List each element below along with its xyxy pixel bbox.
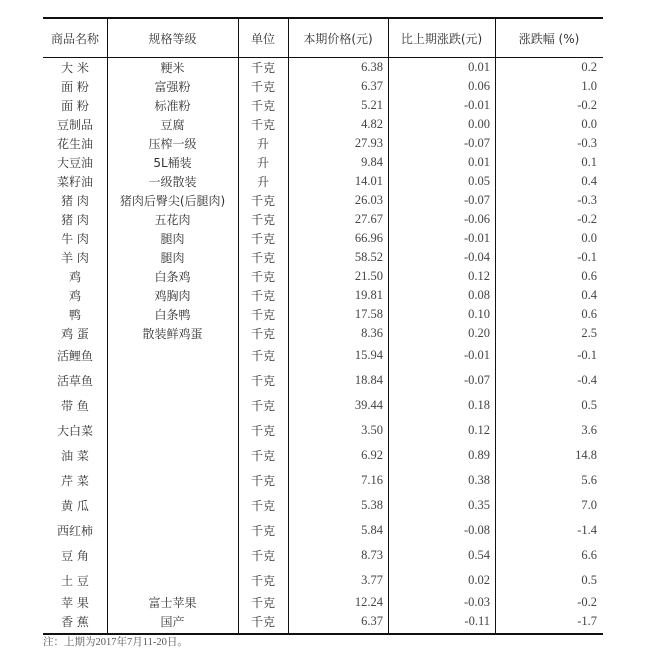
cell-change-pct: 5.6 <box>581 473 597 487</box>
cell-price-change: -0.01 <box>463 98 490 112</box>
table-row <box>43 191 603 210</box>
cell-price-change: -0.07 <box>463 193 490 207</box>
cell-change-pct: 0.2 <box>581 60 597 74</box>
cell-price-change: 0.01 <box>468 60 490 74</box>
cell-product-name: 猪 肉 <box>61 213 89 227</box>
cell-price-change: 0.12 <box>468 423 490 437</box>
cell-spec-grade <box>107 568 238 593</box>
cell-current-price: 6.37 <box>361 614 383 628</box>
cell-spec-grade <box>107 518 238 543</box>
cell-product-name: 牛 肉 <box>61 232 89 246</box>
cell-unit: 千克 <box>250 327 275 341</box>
cell-product-name: 大豆油 <box>56 156 93 170</box>
cell-price-change: 0.20 <box>468 326 490 340</box>
table-row <box>43 612 603 631</box>
cell-spec-grade: 一级散装 <box>148 175 197 189</box>
cell-product-name: 面 粉 <box>61 80 89 94</box>
column-divider <box>288 18 289 633</box>
table-row <box>43 568 603 593</box>
cell-current-price: 14.01 <box>354 174 383 188</box>
cell-price-change: 0.08 <box>468 288 490 302</box>
cell-change-pct: 0.4 <box>581 288 597 302</box>
cell-change-pct: -0.2 <box>577 212 597 226</box>
cell-unit: 千克 <box>250 289 275 303</box>
cell-change-pct: 6.6 <box>581 548 597 562</box>
cell-current-price: 21.50 <box>354 269 383 283</box>
cell-price-change: -0.07 <box>463 373 490 387</box>
cell-product-name: 活草鱼 <box>56 374 93 388</box>
cell-unit: 千克 <box>250 251 275 265</box>
cell-unit: 千克 <box>250 499 275 513</box>
cell-current-price: 5.21 <box>361 98 383 112</box>
table-row <box>43 229 603 248</box>
cell-current-price: 58.52 <box>354 250 383 264</box>
cell-current-price: 7.16 <box>361 473 383 487</box>
cell-change-pct: -1.7 <box>577 614 597 628</box>
cell-spec-grade: 标准粉 <box>154 99 191 113</box>
cell-price-change: -0.06 <box>463 212 490 226</box>
cell-unit: 升 <box>256 175 269 189</box>
footnote: 注：上期为2017年7月11-20日。 <box>43 637 188 648</box>
table-row <box>43 418 603 443</box>
cell-current-price: 18.84 <box>354 373 383 387</box>
cell-product-name: 苹 果 <box>61 596 89 610</box>
cell-price-change: -0.01 <box>463 348 490 362</box>
cell-price-change: -0.07 <box>463 136 490 150</box>
cell-price-change: 0.54 <box>468 548 490 562</box>
cell-change-pct: 14.8 <box>575 448 597 462</box>
cell-spec-grade: 国产 <box>160 615 185 629</box>
cell-current-price: 27.93 <box>354 136 383 150</box>
cell-change-pct: -0.2 <box>577 98 597 112</box>
cell-current-price: 19.81 <box>354 288 383 302</box>
cell-product-name: 香 蕉 <box>61 615 89 629</box>
header-change: 比上期涨跌(元) <box>400 31 483 46</box>
cell-current-price: 8.36 <box>361 326 383 340</box>
cell-product-name: 菜籽油 <box>56 175 93 189</box>
cell-price-change: 0.02 <box>468 573 490 587</box>
cell-spec-grade <box>107 493 238 518</box>
table-row <box>43 493 603 518</box>
cell-product-name: 带 鱼 <box>61 399 89 413</box>
cell-spec-grade: 鸡胸肉 <box>154 289 191 303</box>
cell-current-price: 12.24 <box>354 595 383 609</box>
table-row <box>43 77 603 96</box>
cell-change-pct: 0.5 <box>581 398 597 412</box>
cell-unit: 千克 <box>250 549 275 563</box>
cell-price-change: -0.03 <box>463 595 490 609</box>
cell-current-price: 6.37 <box>361 79 383 93</box>
cell-price-change: -0.11 <box>464 614 490 628</box>
cell-current-price: 8.73 <box>361 548 383 562</box>
cell-change-pct: 0.4 <box>581 174 597 188</box>
table-row <box>43 286 603 305</box>
cell-unit: 千克 <box>250 61 275 75</box>
cell-current-price: 6.38 <box>361 60 383 74</box>
table-row <box>43 343 603 368</box>
table-row <box>43 172 603 191</box>
cell-product-name: 芹 菜 <box>61 474 89 488</box>
cell-change-pct: 7.0 <box>581 498 597 512</box>
cell-spec-grade: 富士苹果 <box>148 596 197 610</box>
cell-product-name: 鸡 <box>68 270 81 284</box>
cell-product-name: 猪 肉 <box>61 194 89 208</box>
cell-unit: 千克 <box>250 449 275 463</box>
cell-current-price: 9.84 <box>361 155 383 169</box>
cell-product-name: 鸡 蛋 <box>61 327 89 341</box>
column-divider <box>238 18 239 633</box>
column-divider <box>388 18 389 633</box>
cell-price-change: -0.08 <box>463 523 490 537</box>
table-row <box>43 393 603 418</box>
cell-spec-grade: 散装鲜鸡蛋 <box>142 327 203 341</box>
cell-unit: 千克 <box>250 99 275 113</box>
header-unit: 单位 <box>250 31 275 46</box>
cell-product-name: 油 菜 <box>61 449 89 463</box>
cell-unit: 升 <box>256 156 269 170</box>
cell-spec-grade <box>107 393 238 418</box>
cell-change-pct: 0.6 <box>581 307 597 321</box>
cell-unit: 千克 <box>250 399 275 413</box>
header-spec-grade: 规格等级 <box>148 31 197 46</box>
cell-product-name: 黄 瓜 <box>61 499 89 513</box>
cell-current-price: 3.50 <box>361 423 383 437</box>
cell-change-pct: -0.4 <box>577 373 597 387</box>
cell-spec-grade: 五花肉 <box>154 213 191 227</box>
cell-current-price: 6.92 <box>361 448 383 462</box>
cell-price-change: -0.01 <box>463 231 490 245</box>
cell-price-change: 0.05 <box>468 174 490 188</box>
cell-price-change: 0.38 <box>468 473 490 487</box>
column-divider <box>495 18 496 633</box>
cell-spec-grade <box>107 368 238 393</box>
cell-change-pct: 0.1 <box>581 155 597 169</box>
cell-unit: 千克 <box>250 270 275 284</box>
cell-product-name: 豆制品 <box>56 118 93 132</box>
table-row <box>43 210 603 229</box>
cell-product-name: 面 粉 <box>61 99 89 113</box>
cell-unit: 千克 <box>250 232 275 246</box>
table-row <box>43 267 603 286</box>
cell-price-change: 0.89 <box>468 448 490 462</box>
cell-current-price: 4.82 <box>361 117 383 131</box>
cell-product-name: 鸭 <box>68 308 81 322</box>
cell-unit: 千克 <box>250 615 275 629</box>
cell-unit: 千克 <box>250 213 275 227</box>
cell-product-name: 大白菜 <box>56 424 93 438</box>
cell-product-name: 豆 角 <box>61 549 89 563</box>
cell-product-name: 花生油 <box>56 137 93 151</box>
cell-current-price: 66.96 <box>354 231 383 245</box>
cell-unit: 千克 <box>250 308 275 322</box>
cell-change-pct: -1.4 <box>577 523 597 537</box>
cell-spec-grade <box>107 468 238 493</box>
cell-current-price: 26.03 <box>354 193 383 207</box>
table-row <box>43 593 603 612</box>
cell-unit: 千克 <box>250 424 275 438</box>
table-row <box>43 368 603 393</box>
cell-spec-grade: 压榨一级 <box>148 137 197 151</box>
table-row <box>43 543 603 568</box>
table-row <box>43 324 603 343</box>
cell-spec-grade: 5L桶装 <box>153 156 192 170</box>
cell-price-change: 0.18 <box>468 398 490 412</box>
cell-unit: 千克 <box>250 474 275 488</box>
cell-unit: 千克 <box>250 374 275 388</box>
table-row <box>43 115 603 134</box>
cell-price-change: 0.35 <box>468 498 490 512</box>
table-row <box>43 153 603 172</box>
cell-change-pct: 0.6 <box>581 269 597 283</box>
cell-product-name: 羊 肉 <box>61 251 89 265</box>
header-current-price: 本期价格(元) <box>303 31 373 46</box>
table-row <box>43 96 603 115</box>
cell-price-change: -0.04 <box>463 250 490 264</box>
cell-product-name: 大 米 <box>61 61 89 75</box>
cell-spec-grade: 腿肉 <box>160 232 185 246</box>
cell-current-price: 39.44 <box>354 398 383 412</box>
cell-product-name: 活鲤鱼 <box>56 349 93 363</box>
cell-change-pct: 0.5 <box>581 573 597 587</box>
table-row <box>43 305 603 324</box>
cell-spec-grade: 腿肉 <box>160 251 185 265</box>
table-row <box>43 518 603 543</box>
cell-change-pct: 1.0 <box>581 79 597 93</box>
cell-current-price: 17.58 <box>354 307 383 321</box>
cell-change-pct: -0.1 <box>577 250 597 264</box>
cell-unit: 千克 <box>250 574 275 588</box>
cell-product-name: 西红柿 <box>56 524 93 538</box>
header-change-pct: 涨跌幅 (%) <box>518 31 580 46</box>
cell-spec-grade: 粳米 <box>160 61 185 75</box>
cell-spec-grade <box>107 543 238 568</box>
cell-change-pct: 2.5 <box>581 326 597 340</box>
cell-price-change: 0.10 <box>468 307 490 321</box>
cell-current-price: 15.94 <box>354 348 383 362</box>
table-row <box>43 248 603 267</box>
cell-product-name: 土 豆 <box>61 574 89 588</box>
table-row <box>43 468 603 493</box>
cell-spec-grade: 豆腐 <box>160 118 185 132</box>
cell-change-pct: 3.6 <box>581 423 597 437</box>
cell-unit: 千克 <box>250 349 275 363</box>
table-row <box>43 443 603 468</box>
cell-unit: 千克 <box>250 80 275 94</box>
cell-unit: 升 <box>256 137 269 151</box>
cell-spec-grade: 白条鸡 <box>154 270 191 284</box>
table-row <box>43 134 603 153</box>
cell-price-change: 0.12 <box>468 269 490 283</box>
cell-change-pct: -0.3 <box>577 193 597 207</box>
cell-current-price: 3.77 <box>361 573 383 587</box>
cell-current-price: 5.84 <box>361 523 383 537</box>
cell-unit: 千克 <box>250 194 275 208</box>
cell-unit: 千克 <box>250 118 275 132</box>
table-row <box>43 58 603 77</box>
cell-current-price: 27.67 <box>354 212 383 226</box>
cell-spec-grade <box>107 343 238 368</box>
cell-change-pct: -0.1 <box>577 348 597 362</box>
cell-spec-grade <box>107 443 238 468</box>
cell-change-pct: 0.0 <box>581 231 597 245</box>
cell-spec-grade: 富强粉 <box>154 80 191 94</box>
cell-spec-grade: 猪肉后臀尖(后腿肉) <box>119 194 226 208</box>
cell-spec-grade: 白条鸭 <box>154 308 191 322</box>
cell-price-change: 0.00 <box>468 117 490 131</box>
cell-change-pct: -0.3 <box>577 136 597 150</box>
cell-change-pct: 0.0 <box>581 117 597 131</box>
cell-unit: 千克 <box>250 596 275 610</box>
cell-current-price: 5.38 <box>361 498 383 512</box>
cell-unit: 千克 <box>250 524 275 538</box>
cell-change-pct: -0.2 <box>577 595 597 609</box>
cell-product-name: 鸡 <box>68 289 81 303</box>
cell-spec-grade <box>107 418 238 443</box>
header-product-name: 商品名称 <box>50 31 99 46</box>
cell-price-change: 0.06 <box>468 79 490 93</box>
cell-price-change: 0.01 <box>468 155 490 169</box>
column-divider <box>107 18 108 633</box>
